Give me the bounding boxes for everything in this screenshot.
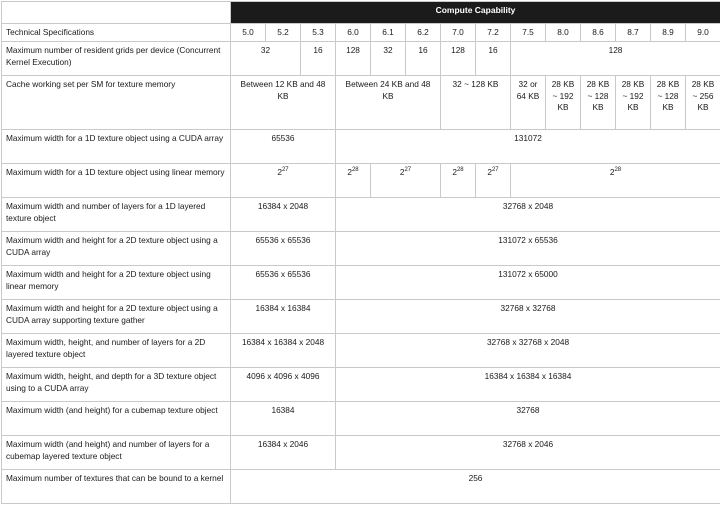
version-cell: 8.9 (651, 24, 686, 42)
value-cell: 16 (301, 42, 336, 76)
spec-column-header: Technical Specifications (2, 24, 231, 42)
version-cell: 6.2 (406, 24, 441, 42)
row-label: Maximum number of textures that can be bound to a kernel (2, 470, 231, 504)
version-cell: 8.6 (581, 24, 616, 42)
compute-capability-table (1, 1, 720, 504)
power-value-cell: $2^{27}$ (231, 164, 336, 198)
value-cell: 32 (231, 42, 301, 76)
row-label: Maximum width and height for a 2D texture object using a CUDA array supporting texture gather (2, 300, 231, 334)
value-cell: 16 (476, 42, 511, 76)
value-cell: 16384 x 16384 (231, 300, 336, 334)
table-row (2, 402, 720, 436)
table-row (2, 130, 720, 164)
value-cell: 32768 x 32768 x 2048 (336, 334, 720, 368)
table-row (2, 198, 720, 232)
version-cell: 6.1 (371, 24, 406, 42)
power-value-cell: $2^{28}$ (511, 164, 720, 198)
value-cell: 256 (231, 470, 720, 504)
table-row (2, 164, 720, 198)
version-cell: 8.0 (546, 24, 581, 42)
header-row (2, 2, 720, 24)
table-row (2, 334, 720, 368)
value-cell: 131072 (336, 130, 720, 164)
row-label: Maximum width for a 1D texture object using a CUDA array (2, 130, 231, 164)
version-cell: 5.0 (231, 24, 266, 42)
value-cell: 65536 (231, 130, 336, 164)
row-label: Maximum width, height, and number of layers for a 2D layered texture object (2, 334, 231, 368)
value-cell: 16384 (231, 402, 336, 436)
value-cell: 16384 x 16384 x 2048 (231, 334, 336, 368)
value-cell: 65536 x 65536 (231, 232, 336, 266)
value-cell: 32 ~ 128 KB (441, 76, 511, 130)
value-cell: 28 KB ~ 128 KB (581, 76, 616, 130)
value-cell: 16384 x 16384 x 16384 (336, 368, 720, 402)
table-row (2, 266, 720, 300)
value-cell: 32768 x 2046 (336, 436, 720, 470)
value-cell: 32 or 64 KB (511, 76, 546, 130)
power-value-cell: $2^{28}$ (336, 164, 371, 198)
version-cell: 5.3 (301, 24, 336, 42)
table-row (2, 300, 720, 334)
table-row (2, 470, 720, 504)
value-cell: 32768 (336, 402, 720, 436)
power-value-cell: $2^{27}$ (476, 164, 511, 198)
row-label: Maximum width, height, and depth for a 3D texture object using to a CUDA array (2, 368, 231, 402)
version-cell: 7.0 (441, 24, 476, 42)
value-cell: 128 (336, 42, 371, 76)
row-label: Maximum width and height for a 2D texture object using a CUDA array (2, 232, 231, 266)
value-cell: 128 (511, 42, 720, 76)
version-cell: 5.2 (266, 24, 301, 42)
version-cell: 6.0 (336, 24, 371, 42)
table-row (2, 76, 720, 130)
row-label: Maximum width and height for a 2D texture object using linear memory (2, 266, 231, 300)
value-cell: 28 KB ~ 128 KB (651, 76, 686, 130)
compute-capability-header: Compute Capability (231, 2, 720, 24)
power-value-cell: $2^{27}$ (371, 164, 441, 198)
version-cell: 7.5 (511, 24, 546, 42)
row-label: Maximum width (and height) and number of layers for a cubemap layered texture object (2, 436, 231, 470)
value-cell: 128 (441, 42, 476, 76)
value-cell: 16384 x 2048 (231, 198, 336, 232)
value-cell: 32768 x 32768 (336, 300, 720, 334)
version-cell: 7.2 (476, 24, 511, 42)
power-value-cell: $2^{28}$ (441, 164, 476, 198)
version-cell: 8.7 (616, 24, 651, 42)
value-cell: 4096 x 4096 x 4096 (231, 368, 336, 402)
row-label: Maximum width (and height) for a cubemap texture object (2, 402, 231, 436)
value-cell: 131072 x 65000 (336, 266, 720, 300)
value-cell: 32768 x 2048 (336, 198, 720, 232)
value-cell: 16 (406, 42, 441, 76)
value-cell: 28 KB ~ 192 KB (546, 76, 581, 130)
version-row (2, 24, 720, 42)
value-cell: 16384 x 2046 (231, 436, 336, 470)
row-label: Maximum width for a 1D texture object using linear memory (2, 164, 231, 198)
table-row (2, 436, 720, 470)
table-row (2, 42, 720, 76)
value-cell: 65536 x 65536 (231, 266, 336, 300)
row-label: Cache working set per SM for texture memory (2, 76, 231, 130)
row-label: Maximum width and number of layers for a 1D layered texture object (2, 198, 231, 232)
value-cell: 28 KB ~ 192 KB (616, 76, 651, 130)
value-cell: 32 (371, 42, 406, 76)
version-cell: 9.0 (686, 24, 720, 42)
value-cell: Between 12 KB and 48 KB (231, 76, 336, 130)
value-cell: 28 KB ~ 256 KB (686, 76, 720, 130)
row-label: Maximum number of resident grids per device (Concurrent Kernel Execution) (2, 42, 231, 76)
value-cell: 131072 x 65536 (336, 232, 720, 266)
header-corner (2, 2, 231, 24)
value-cell: Between 24 KB and 48 KB (336, 76, 441, 130)
table-row (2, 368, 720, 402)
table-row (2, 232, 720, 266)
